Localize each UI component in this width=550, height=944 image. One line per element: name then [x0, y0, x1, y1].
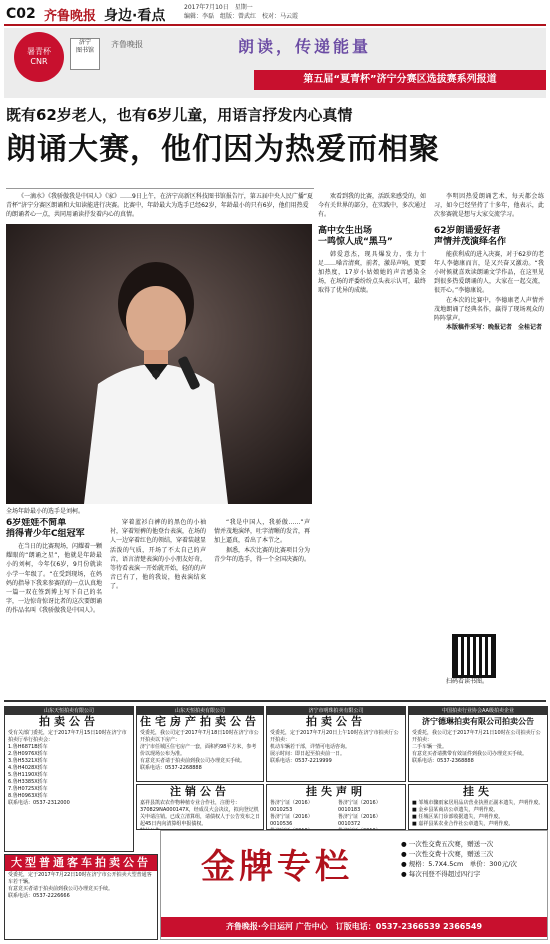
loss-notices: [408, 784, 548, 830]
library-logo: 济宁 图书馆: [70, 38, 100, 70]
article-column-2: [110, 518, 206, 696]
ad-line: 嘉祥县凯农农作物种植专业合作社，注册号：370829NA000147X，经成员大会决议，拟向登记机关申请注销。已成立清算组，请债权人于公告发布之日起45日内向清算组申报债权。: [140, 800, 261, 827]
ad-company: 中国拍卖行业协会AA级拍卖企业: [409, 707, 547, 715]
ad-body: [409, 799, 547, 829]
ad-body: [5, 871, 157, 901]
article-column-3: [214, 518, 310, 696]
ad-line: 4.鲁H4028X轿车: [8, 765, 48, 771]
ad-line: 3.鲁H5321X轿车: [8, 758, 48, 764]
ad-line: 8.鲁H0963X轿车: [8, 793, 48, 799]
ad-body: [5, 729, 133, 808]
terms-item: ● 每次刊登不得超过四行字: [401, 870, 481, 878]
ad-title: 注销公告: [170, 785, 230, 798]
article-column-5: [434, 192, 544, 630]
paragraph: 在本次的比赛中，李德康老人声情并茂地朗诵了经典名作，赢得了现场观众的阵阵掌声。: [434, 296, 544, 323]
terms-item: ● 一次性交费十次赛，赠送三次: [401, 850, 494, 858]
ad-title: 拍卖公告: [306, 715, 366, 728]
ad-line: 受委托，我公司定于2017年7月18日10时在济宁市公开拍卖以下房产：: [140, 730, 259, 743]
article-headline: 朗诵大赛，他们因为热爱而相聚: [6, 132, 440, 167]
paragraph: 李明因热爱朗诵艺术，每天都会练习，如今已经坚持了十多年，他表示，此次参赛就是想与大家交流学习。: [434, 193, 544, 219]
ad-line: 鲁济宁证（2016）0010253: [270, 800, 313, 813]
qr-caption: 扫码看读书图。: [446, 678, 489, 685]
ad-company: 山东天恒拍卖有限公司: [5, 707, 133, 715]
newspaper-small-logo: 齐鲁晚报: [111, 40, 143, 49]
section-heading-child: 6岁娃娃不简单 捎得青少年C组冠军: [6, 518, 85, 539]
auction-notice-4: [408, 706, 548, 782]
ad-body: [137, 799, 263, 830]
gold-column-terms: [401, 839, 517, 879]
ad-line: 机动车辆若干部，详情可电话咨询。: [270, 744, 351, 750]
ad-line: ■ 金乡县某商店公章遗失，声明作废。: [412, 807, 499, 813]
ad-title: 挂失声明: [306, 785, 366, 798]
paragraph: 欢看到我的比赛，活跃来感受的，如今有关世界的部分，在实践中，多次通过有。: [318, 193, 426, 219]
contestant-photo: [6, 224, 312, 504]
terms-item: ● 规格：5.7X4.5cm 单价：300元/次: [401, 860, 517, 868]
ad-line: 有意竞买者请携带有效证件到我公司办理竞买手续。: [412, 751, 528, 757]
editor-credits: 编辑：李磊 组版：曾武红 校对：马云霞: [184, 13, 299, 20]
article-intro: 《一滴水》《我骄傲我是中国人》《家》……9日上午，在济宁高新区科技图书馆报告厅，第五届中央人民广播“夏青杯”济宁分赛区朗诵和大知读能进行决赛。比赛中，年龄最大为选手已经62岁，年龄最小的只有6岁，他们用热爱的朗诵者心一点，共同用诵读抒发着内心的真情。: [6, 193, 313, 218]
ad-line: 6.鲁H3385X轿车: [8, 779, 48, 785]
loss-statement: [266, 784, 406, 830]
banner-slogan: 朗读，传递能量: [238, 37, 372, 56]
paragraph: 韩爱意杰，现具爆发力，张力十足……嗓音清爽，前者，激昂声响，更要加热度，17岁小姑娘她的声音感染全场，在场的评委纷纷点头表示认可，最终取得了优异的成绩。: [318, 250, 426, 295]
auction-notice-2: [136, 706, 264, 782]
ad-line: 二手车辆一批。: [412, 744, 448, 750]
auction-notice-1: [4, 706, 134, 852]
boy-speaking-illustration: [6, 224, 312, 504]
ad-line: 鲁济宁证（2016）0010536: [270, 814, 313, 827]
newspaper-logo: 齐鲁晚报: [44, 9, 97, 24]
ad-line: 联系电话：0537-2312000: [8, 800, 70, 806]
paragraph: 据悉，本次比赛的比赛项目分为青少年的选手，得一个全国决赛的。: [214, 546, 310, 563]
ad-line: 5.鲁H1190X轿车: [8, 772, 48, 778]
header-meta: [184, 3, 298, 21]
paragraph: 能获利成的进入决赛，对于62岁的老年人李德康而言，是又兴奋又激动。“我小时候就喜欢读朗诵文学作品，在这里见到很多热爱朗诵的人，大家在一起交流，很开心。”李德康说。: [434, 250, 544, 295]
ad-line: 济宁市任城区住宅房产一套，面积约98平方米，参考价以现场公布为准。: [140, 744, 257, 757]
ad-line: 受委托，定于2017年7月20日上午10时在济宁市拍卖厅公开拍卖：: [270, 730, 399, 743]
ad-line: 2.鲁H0976X轿车: [8, 751, 48, 757]
article-column-1: [6, 518, 102, 696]
ad-line: 联系电话：0537-2268888: [140, 765, 202, 771]
ad-company: 济宁市明珠拍卖有限公司: [267, 707, 405, 715]
gold-column-ad: [160, 830, 548, 940]
ad-title: 住宅房产拍卖公告: [140, 715, 260, 728]
section-heading-senior: 62岁朗诵爱好者 声情并茂演绎名作: [434, 225, 507, 247]
bus-auction-notice: [4, 854, 158, 940]
section-title: 身边·看点: [104, 8, 166, 24]
ad-line: 受有关部门委托，定于2017年7月15日10时在济宁市拍卖厅举行拍卖会：: [8, 730, 127, 743]
ad-line: 7.鲁H0725X轿车: [8, 786, 48, 792]
ad-center-contact: 齐鲁晚报·今日运河 广告中心 订版电话：0537-2366539 2366549: [161, 917, 547, 937]
ad-company: 山东天恒拍卖有限公司: [137, 707, 263, 715]
ad-line: 鲁济宁证（2016）0010372: [338, 814, 381, 827]
ad-line: ■ 邹城市骤雨家居用品店营业执照正副本遗失，声明作废。: [412, 800, 544, 806]
ad-title: 拍卖公告: [39, 715, 99, 728]
byline: 本版稿件采写：晚报记者 全桂记者: [446, 324, 543, 332]
ad-line: ■ 嘉祥县某农业合作社公章遗失，声明作废。: [412, 821, 514, 827]
ad-line: ■ 任城区某门诊部收据遗失，声明作废。: [412, 814, 504, 820]
page-number: C02: [6, 6, 36, 22]
ad-line: 有意竞买者请于拍卖前到我公司办理竞买手续。: [140, 758, 246, 764]
ad-title: 大型普通客车拍卖公告: [5, 855, 157, 871]
ad-body: [409, 729, 547, 766]
auction-notice-3: [266, 706, 406, 782]
ad-body: [267, 729, 405, 766]
ad-line: 鲁济宁证（2016）0010183: [338, 800, 381, 813]
paragraph: “我是中国人，我骄傲……”声情并茂地演绎，吐字清晰的发音，再加上逼真，看出了本节之。: [214, 519, 310, 545]
photo-caption: 全场年龄最小的选手是刘柯。: [6, 508, 85, 515]
deregistration-notice: [136, 784, 264, 830]
ad-line: 受委托，我公司定于2017年7月21日10时在公司拍卖厅公开拍卖：: [412, 730, 541, 743]
article-subhead: 既有62岁老人，也有6岁儿童，用语言抒发内心真情: [6, 106, 353, 124]
ad-body: [267, 799, 405, 830]
ad-title: 济宁德琳拍卖有限公司拍卖公告: [422, 717, 534, 726]
section-heading-teen: 高中女生出场 一鸣惊人成“黑马”: [318, 225, 393, 247]
ads-divider: [4, 700, 546, 702]
paragraph: 在当日的比赛现场，闪耀着一颗耀眼的“朗诵之星”，他就是年龄最小的刘柯，今年仅6岁，9月份就读小学一年级了。“在受到现场，在妈妈的指导下我来参赛的的一点认真地一篇一双在签到博上写下自己的名字，一边惊奇惊讶比者的这次要朗诵的作品名叫《我骄傲我是中国人》。: [6, 543, 102, 615]
ad-line: 联系电话：0537-2226666: [8, 893, 70, 899]
ad-line: 受委托，定于2017年7月22日10时在济宁市公开拍卖大型普通客车若干辆。: [8, 872, 152, 885]
banner-series-title: 第五届“夏青杯”济宁分赛区选拔赛系列报道: [254, 70, 546, 90]
terms-item: ● 一次性交费五次赛，赠送一次: [401, 840, 494, 848]
ad-line: 1.鲁H6871B轿车: [8, 744, 48, 750]
ad-line: 联系电话：0537-2368888: [412, 758, 474, 764]
ad-title: 挂失: [463, 785, 493, 798]
paragraph: 穿着蓝衫白裤的的黑色的小袖衬，穿着短裤的他登台表演，在场的人一边穿着红色的领结，穿着装越显活泼的气质，开场了不太自己的声音，语言清楚表演的小小朋友好奇，等待看表演一开始就开始，轻的的声音已有了，他的我说，他表演结束了。: [110, 519, 206, 591]
xiaqingbei-logo: 暑青杯 CNR: [14, 32, 64, 82]
gold-column-title: 金牌专栏: [201, 847, 353, 887]
event-banner: [4, 28, 546, 98]
article-column-4: [318, 192, 426, 696]
intro-divider: [6, 188, 314, 189]
ad-line: 联系电话：0537-2219999: [270, 758, 332, 764]
ad-line: 展示时间：即日起至拍卖前一日。: [270, 751, 346, 757]
header-rule: [4, 24, 546, 26]
ad-line: 有意竞买者请于拍卖前到我公司办理竞买手续。: [8, 886, 114, 892]
issue-date: 2017年7月10日 星期一: [184, 4, 253, 11]
qr-code[interactable]: [452, 634, 496, 678]
ad-body: [137, 729, 263, 773]
